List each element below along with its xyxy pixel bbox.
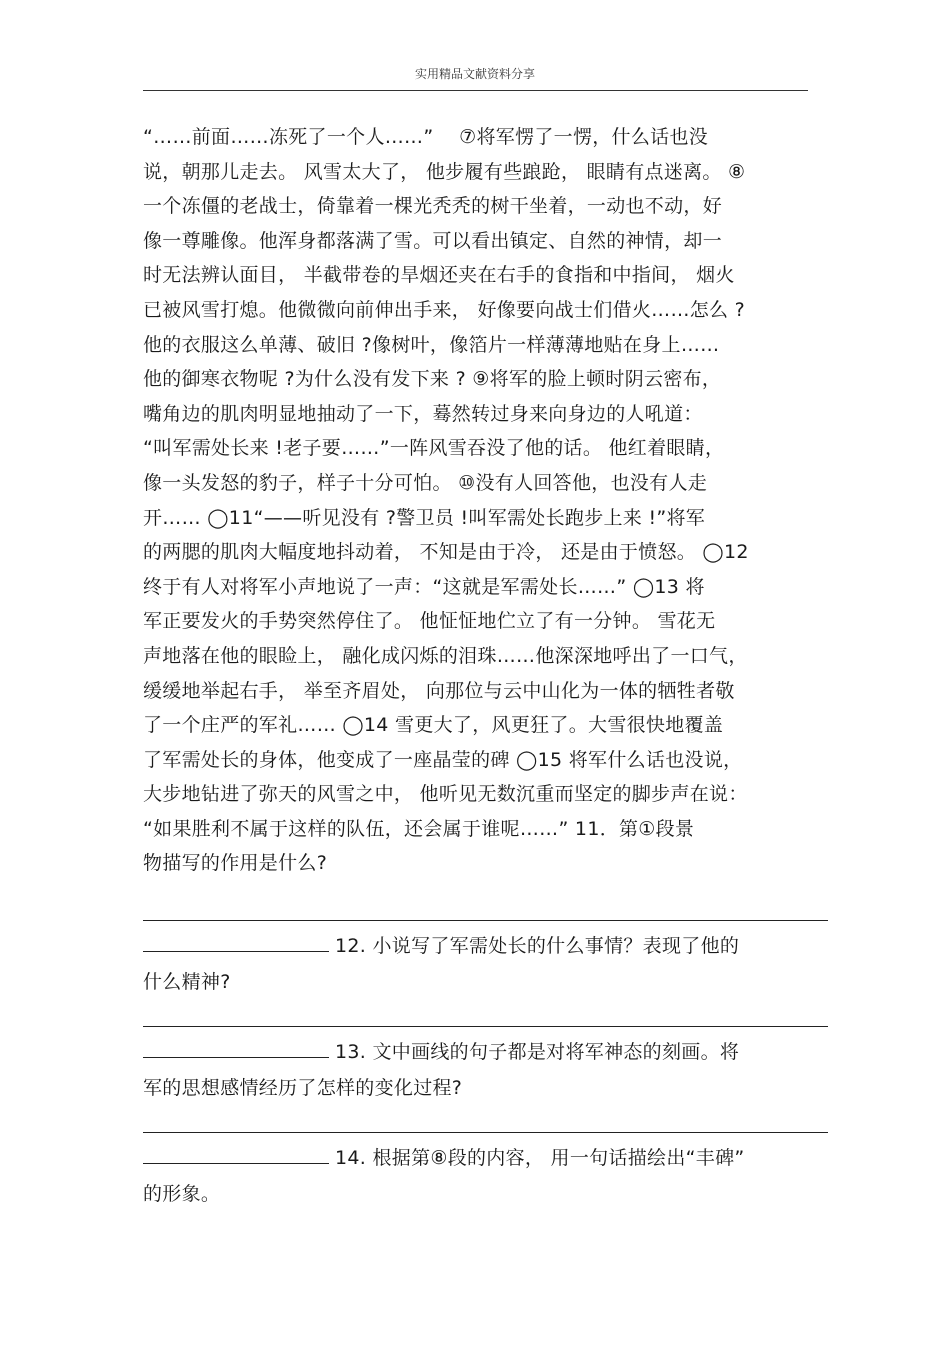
passage-line: 大步地钻进了弥天的风雪之中， 他听见无数沉重而坚定的脚步声在说： [143,783,748,806]
page-header-title: 实用精品文献资料分享 [414,67,535,81]
question-14 [143,1140,813,1212]
question-number: 14. [335,1147,367,1169]
passage-line: 他的御寒衣物呢 ?为什么没有发下来 ? ⑨将军的脸上顿时阴云密布， [143,368,722,391]
passage-line: “……前面……冻死了一个人……” ⑦将军愣了一愣，什么话也没 [143,126,709,148]
question-13 [143,1034,813,1106]
passage-line: 一个冻僵的老战士，倚靠着一棵光秃秃的树干坐着，一动也不动，好 [143,195,723,218]
question-text: 军的思想感情经历了怎样的变化过程? [143,1077,463,1099]
passage-line: 了军需处长的身体，他变成了一座晶莹的碑 ◯15 将军什么话也没说， [143,748,743,771]
passage-line: 像一头发怒的豹子，样子十分可怕。 ⑩没有人回答他，也没有人走 [143,471,708,494]
passage-line: 声地落在他的眼睑上， 融化成闪烁的泪珠……他深深地呼出了一口气， [143,644,748,667]
answer-blank[interactable] [143,931,329,952]
answer-line-q11[interactable] [143,920,828,921]
passage-line: “如果胜利不属于这样的队伍，还会属于谁呢……” 11．第①段景 [143,817,695,840]
question-12 [143,928,813,1000]
passage-line: 开…… ◯11“——听见没有 ?警卫员 !叫军需处长跑步上来 !”将军 [143,506,706,529]
question-text: 根据第⑧段的内容， 用一句话描绘出“丰碑” [372,1147,745,1169]
answer-line-q12[interactable] [143,1026,828,1027]
passage [143,120,813,881]
passage-line: 缓缓地举起右手， 举至齐眉处， 向那位与云中山化为一体的牺牲者敬 [143,679,735,702]
passage-line: “叫军需处长来 !老子要……”一阵风雪吞没了他的话。 他红着眼睛， [143,437,725,460]
answer-blank[interactable] [143,1143,329,1164]
passage-line: 像一尊雕像。他浑身都落满了雪。可以看出镇定、自然的神情，却一 [143,229,723,252]
answer-line-q13[interactable] [143,1132,828,1133]
passage-line: 的两腮的肌肉大幅度地抖动着， 不知是由于冷， 还是由于愤怒。 ◯12 [143,541,749,564]
passage-line: 嘴角边的肌肉明显地抽动了一下，蓦然转过身来向身边的人吼道： [143,402,703,425]
question-text: 小说写了军需处长的什么事情？表现了他的 [372,935,740,957]
passage-line: 终于有人对将军小声地说了一声：“这就是军需处长……” ◯13 将 [143,575,705,598]
passage-line: 已被风雪打熄。他微微向前伸出手来， 好像要向战士们借火……怎么 ? [143,298,746,321]
passage-line: 军正要发火的手势突然停住了。 他怔怔地伫立了有一分钟。 雪花无 [143,610,716,633]
question-text: 文中画线的句子都是对将军神态的刻画。将 [372,1041,740,1063]
passage-line: 物描写的作用是什么? [143,852,328,875]
question-text: 什么精神? [143,971,231,993]
question-text: 的形象。 [143,1183,221,1205]
passage-line: 时无法辨认面目， 半截带卷的旱烟还夹在右手的食指和中指间， 烟火 [143,264,735,287]
passage-line: 了一个庄严的军礼…… ◯14 雪更大了，风更狂了。大雪很快地覆盖 [143,714,724,737]
question-number: 12. [335,935,367,957]
question-number: 13. [335,1041,367,1063]
passage-line: 他的衣服这么单薄、破旧 ?像树叶，像箔片一样薄薄地贴在身上…… [143,333,720,356]
answer-blank[interactable] [143,1037,329,1058]
header-divider [143,90,808,91]
passage-line: 说，朝那儿走去。 风雪太大了， 他步履有些踉跄， 眼睛有点迷离。 ⑧ [143,160,746,183]
